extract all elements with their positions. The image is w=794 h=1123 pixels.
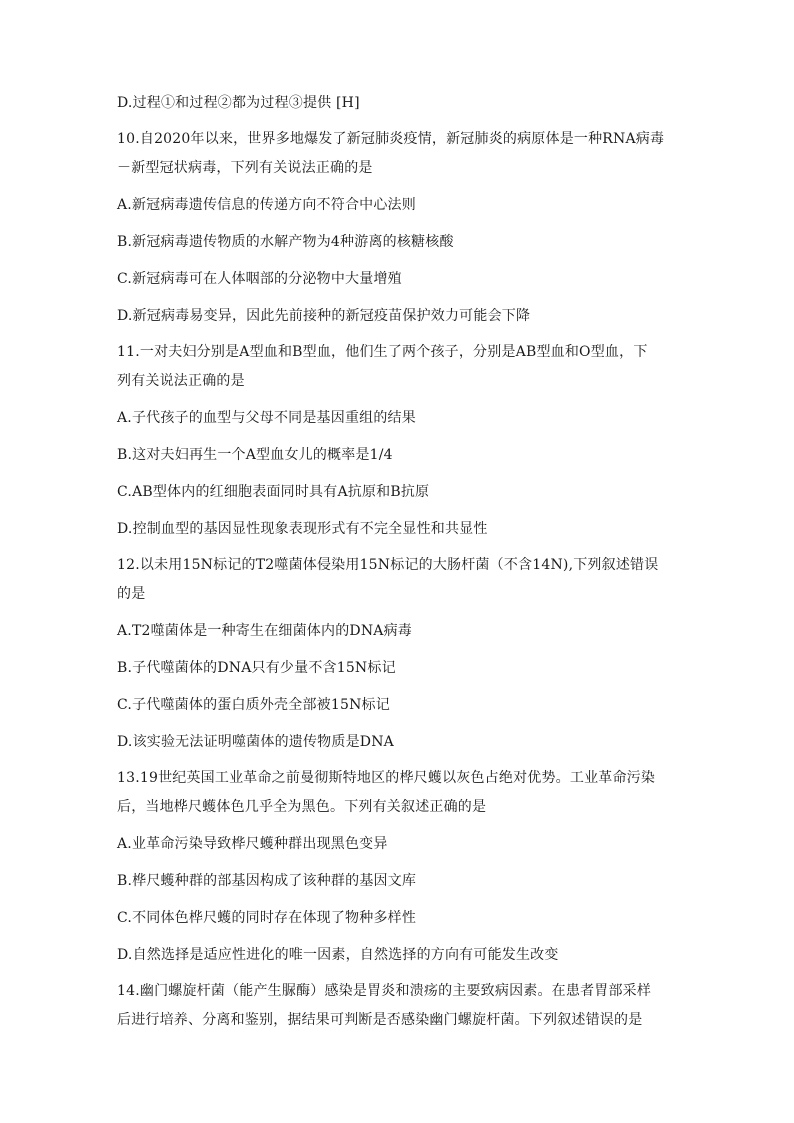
answer-option (117, 408, 677, 428)
answer-option (117, 945, 677, 965)
text-line: 的是 (117, 586, 146, 602)
answer-option (117, 482, 677, 502)
text-line: 11.一对夫妇分别是A型血和B型血，他们生了两个孩子，分别是AB型血和O型血，下 (117, 344, 648, 360)
answer-option (117, 232, 677, 252)
answer-option (117, 93, 677, 113)
text-line: 后进行培养、分离和鉴别，据结果可判断是否感染幽门螺旋杆菌。下列叙述错误的是 (117, 1012, 643, 1028)
answer-option (117, 834, 677, 854)
text-line: 列有关说法正确的是 (117, 373, 245, 389)
answer-option (117, 519, 677, 539)
text-line: 10.自2020年以来，世界多地爆发了新冠肺炎疫情，新冠肺炎的病原体是一种RNA病毒 (117, 131, 665, 147)
text-line: D.过程①和过程②都为过程③提供 [H] (117, 95, 360, 111)
text-line: B.这对夫妇再生一个A型血女儿的概率是1/4 (117, 447, 393, 463)
text-line: 14.幽门螺旋杆菌（能产生脲酶）感染是胃炎和溃疡的主要致病因素。在患者胃部采样 (117, 983, 652, 999)
question-stem (117, 342, 677, 391)
text-line: B.桦尺蠖种群的部基因构成了该种群的基因文库 (117, 873, 417, 889)
question-stem (117, 981, 677, 1030)
document-page (117, 93, 677, 1030)
text-line: B.新冠病毒遗传物质的水解产物为4种游离的核糖核酸 (117, 234, 454, 250)
text-line: D.新冠病毒易变异，因此先前接种的新冠疫苗保护效力可能会下降 (117, 308, 531, 324)
text-line: 12.以未用15N标记的T2噬菌体侵染用15N标记的大肠杆菌（不含14N),下列叙述错误 (117, 557, 659, 573)
text-line: C.新冠病毒可在人体咽部的分泌物中大量增殖 (117, 271, 402, 287)
text-line: A.T2噬菌体是一种寄生在细菌体内的DNA病毒 (117, 623, 412, 639)
text-line: 13.19世纪英国工业革命之前曼彻斯特地区的桦尺蠖以灰色占绝对优势。工业革命污染 (117, 770, 656, 786)
answer-option (117, 695, 677, 715)
answer-option (117, 269, 677, 289)
answer-option (117, 871, 677, 891)
text-line: －新型冠状病毒，下列有关说法正确的是 (117, 160, 373, 176)
answer-option (117, 658, 677, 678)
question-stem (117, 768, 677, 817)
text-line: D.控制血型的基因显性现象表现形式有不完全显性和共显性 (117, 521, 488, 537)
text-line: C.不同体色桦尺蠖的同时存在体现了物种多样性 (117, 910, 417, 926)
text-line: 后，当地桦尺蠖体色几乎全为黑色。下列有关叙述正确的是 (117, 799, 487, 815)
text-line: A.子代孩子的血型与父母不同是基因重组的结果 (117, 410, 416, 426)
text-line: D.该实验无法证明噬菌体的遗传物质是DNA (117, 734, 394, 750)
text-line: C.AB型体内的红细胞表面同时具有A抗原和B抗原 (117, 484, 430, 500)
text-line: A.新冠病毒遗传信息的传递方向不符合中心法则 (117, 197, 416, 213)
answer-option (117, 621, 677, 641)
answer-option (117, 908, 677, 928)
answer-option (117, 306, 677, 326)
text-line: A.业革命污染导致桦尺蠖种群出现黑色变异 (117, 836, 388, 852)
text-line: D.自然选择是适应性进化的唯一因素，自然选择的方向有可能发生改变 (117, 947, 559, 963)
question-stem (117, 129, 677, 178)
text-line: C.子代噬菌体的蛋白质外壳全部被15N标记 (117, 697, 390, 713)
answer-option (117, 445, 677, 465)
question-stem (117, 555, 677, 604)
answer-option (117, 732, 677, 752)
text-line: B.子代噬菌体的DNA只有少量不含15N标记 (117, 660, 396, 676)
answer-option (117, 195, 677, 215)
